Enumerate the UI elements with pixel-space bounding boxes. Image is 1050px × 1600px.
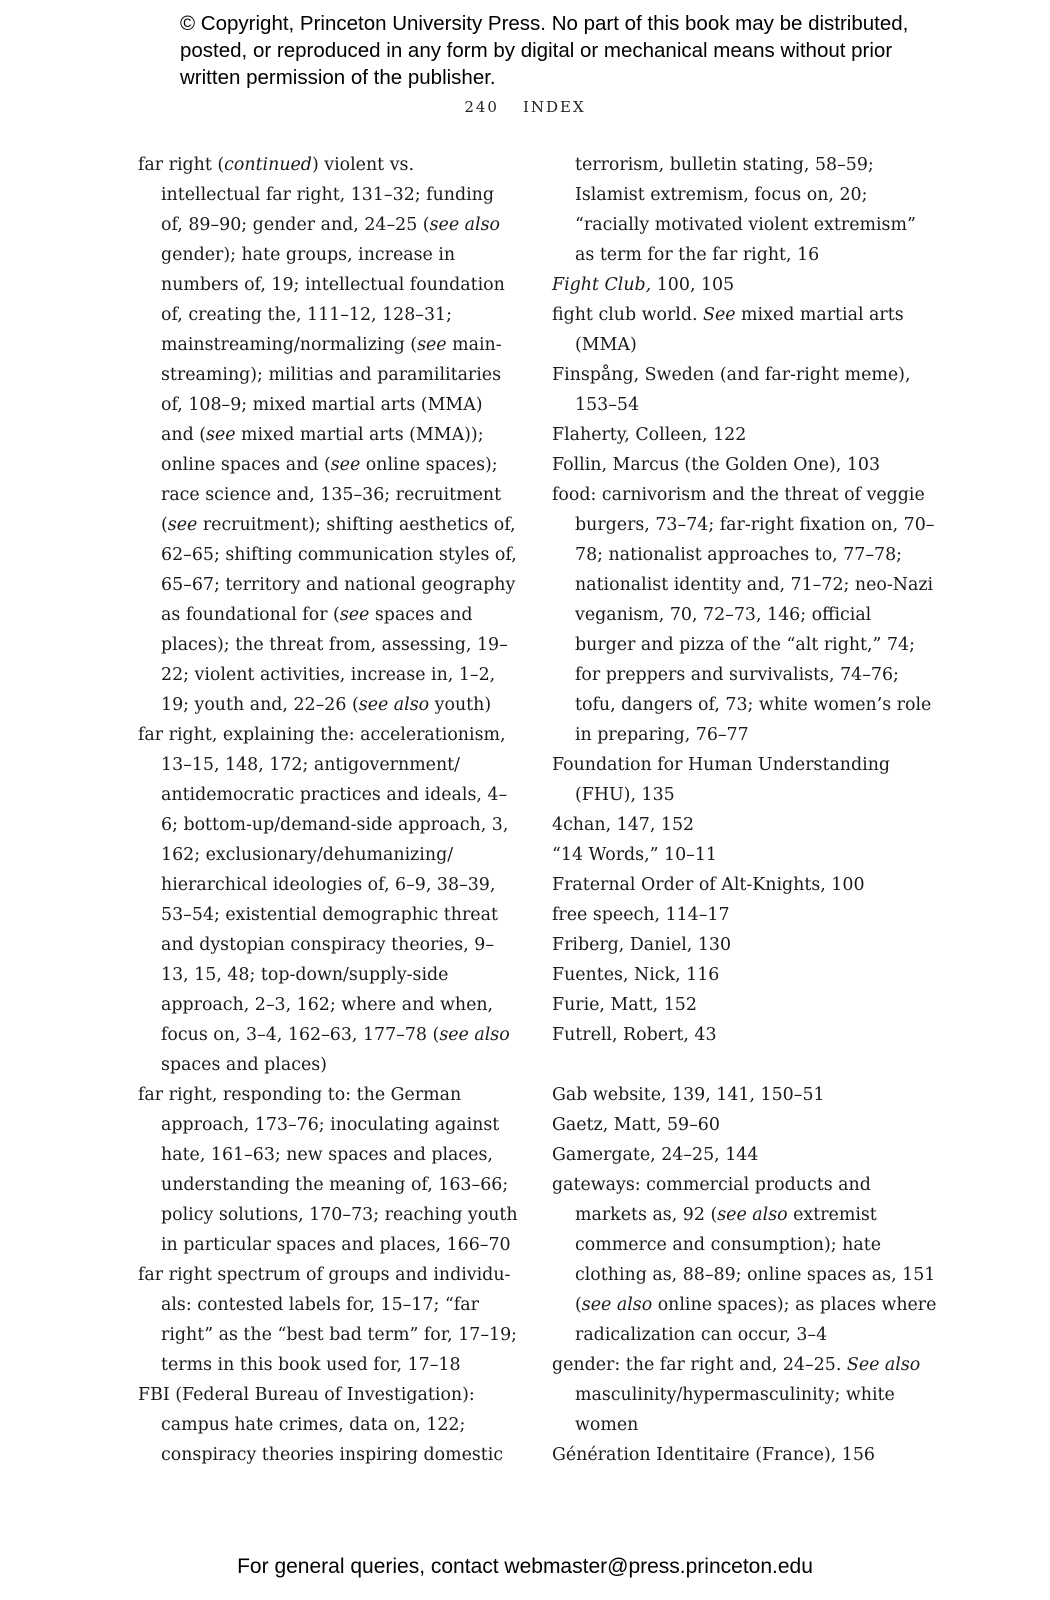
- index-entry: far right, explaining the: accelerationism, 13–15, 148, 172; antigovernment/ antidemocratic practices and ideals, 4–6; bottom-up/demand-side approach, 3, 162; exclusionary/dehumanizing/ hierarchical ideologies of, 6–9, 38–39, 53–54; existential demographic threat and dystopian conspiracy theories, 9–13, 15, 48; top-down/supply-side approach, 2–3, 162; where and when, focus on, 3–4, 162–63, 177–78 (see also spaces and places): [138, 725, 510, 1075]
- index-entry: food: carnivorism and the threat of veggie burgers, 73–74; far-right fixation on, 70–78; nationalist approaches to, 77–78; nationalist identity and, 71–72; neo-Nazi veganism, 70, 72–73, 146; official burger and pizza of the “alt right,” 74; for preppers and survivalists, 74–76; tofu, dangers of, 73; white women’s role in preparing, 76–77: [552, 485, 935, 745]
- index-entry: far right spectrum of groups and individuals: contested labels for, 15–17; “far right” as the “best bad term” for, 17–19; terms in this book used for, 17–18: [138, 1265, 518, 1375]
- index-entry: gender: the far right and, 24–25. See also masculinity/hypermasculinity; white women: [552, 1355, 921, 1435]
- index-entry: Futrell, Robert, 43: [552, 1025, 717, 1045]
- index-entry: Foundation for Human Understanding (FHU), 135: [552, 755, 891, 805]
- letter-group-divider: [552, 1050, 937, 1080]
- index-entry: Finspång, Sweden (and far-right meme), 153–54: [552, 365, 911, 415]
- index-entry: Fuentes, Nick, 116: [552, 965, 720, 985]
- index-column-right: [552, 150, 937, 1470]
- index-entry: Génération Identitaire (France), 156: [552, 1445, 876, 1465]
- index-entry: free speech, 114–17: [552, 905, 730, 925]
- index-entry-continued: terrorism, bulletin stating, 58–59; Islamist extremism, focus on, 20; “racially motivated violent extremism” as term for the far right, 16: [575, 155, 916, 265]
- index-entry: Gab website, 139, 141, 150–51: [552, 1085, 825, 1105]
- index-entry: Fraternal Order of Alt-Knights, 100: [552, 875, 865, 895]
- index-entry: gateways: commercial products and markets as, 92 (see also extremist commerce and consumption); hate clothing as, 88–89; online spaces as, 151 (see also online spaces); as places where radicalization can occur, 3–4: [552, 1175, 937, 1345]
- index-entry: Gamergate, 24–25, 144: [552, 1145, 759, 1165]
- page-number: 240: [464, 98, 499, 116]
- index-entry: Follin, Marcus (the Golden One), 103: [552, 455, 881, 475]
- running-head: [0, 98, 1050, 116]
- index-entry: Fight Club, 100, 105: [552, 275, 735, 295]
- footer-contact: For general queries, contact webmaster@press.princeton.edu: [237, 1555, 813, 1578]
- index-entry: Furie, Matt, 152: [552, 995, 697, 1015]
- index-entry: Gaetz, Matt, 59–60: [552, 1115, 720, 1135]
- copyright-notice: © Copyright, Princeton University Press. No part of this book may be distributed, posted, or reproduced in any form by digital or mechanical means without prior written permission of the publisher.: [180, 12, 909, 89]
- section-title: INDEX: [522, 98, 586, 116]
- index-column-left: [138, 150, 518, 1470]
- index-entry: fight club world. See mixed martial arts (MMA): [552, 305, 904, 355]
- index-entry: Flaherty, Colleen, 122: [552, 425, 747, 445]
- index-entry: “14 Words,” 10–11: [552, 845, 717, 865]
- index-entry: far right (continued) violent vs. intellectual far right, 131–32; funding of, 89–90; gender and, 24–25 (see also gender); hate groups, increase in numbers of, 19; intellectual foundation of, creating the, 111–12, 128–31; mainstreaming/normalizing (see mainstreaming); militias and paramilitaries of, 108–9; mixed martial arts (MMA) and (see mixed martial arts (MMA)); online spaces and (see online spaces); race science and, 135–36; recruitment (see recruitment); shifting aesthetics of, 62–65; shifting communication styles of, 65–67; territory and national geography as foundational for (see spaces and places); the threat from, assessing, 19–22; violent activities, increase in, 1–2, 19; youth and, 22–26 (see also youth): [138, 155, 517, 715]
- index-entry: FBI (Federal Bureau of Investigation): campus hate crimes, data on, 122; conspiracy theories inspiring domestic: [138, 1385, 504, 1465]
- index-entry: 4chan, 147, 152: [552, 815, 695, 835]
- index-entry: far right, responding to: the German approach, 173–76; inoculating against hate, 161–63; new spaces and places, understanding the meaning of, 163–66; policy solutions, 170–73; reaching youth in particular spaces and places, 166–70: [138, 1085, 518, 1255]
- index-entry: Friberg, Daniel, 130: [552, 935, 732, 955]
